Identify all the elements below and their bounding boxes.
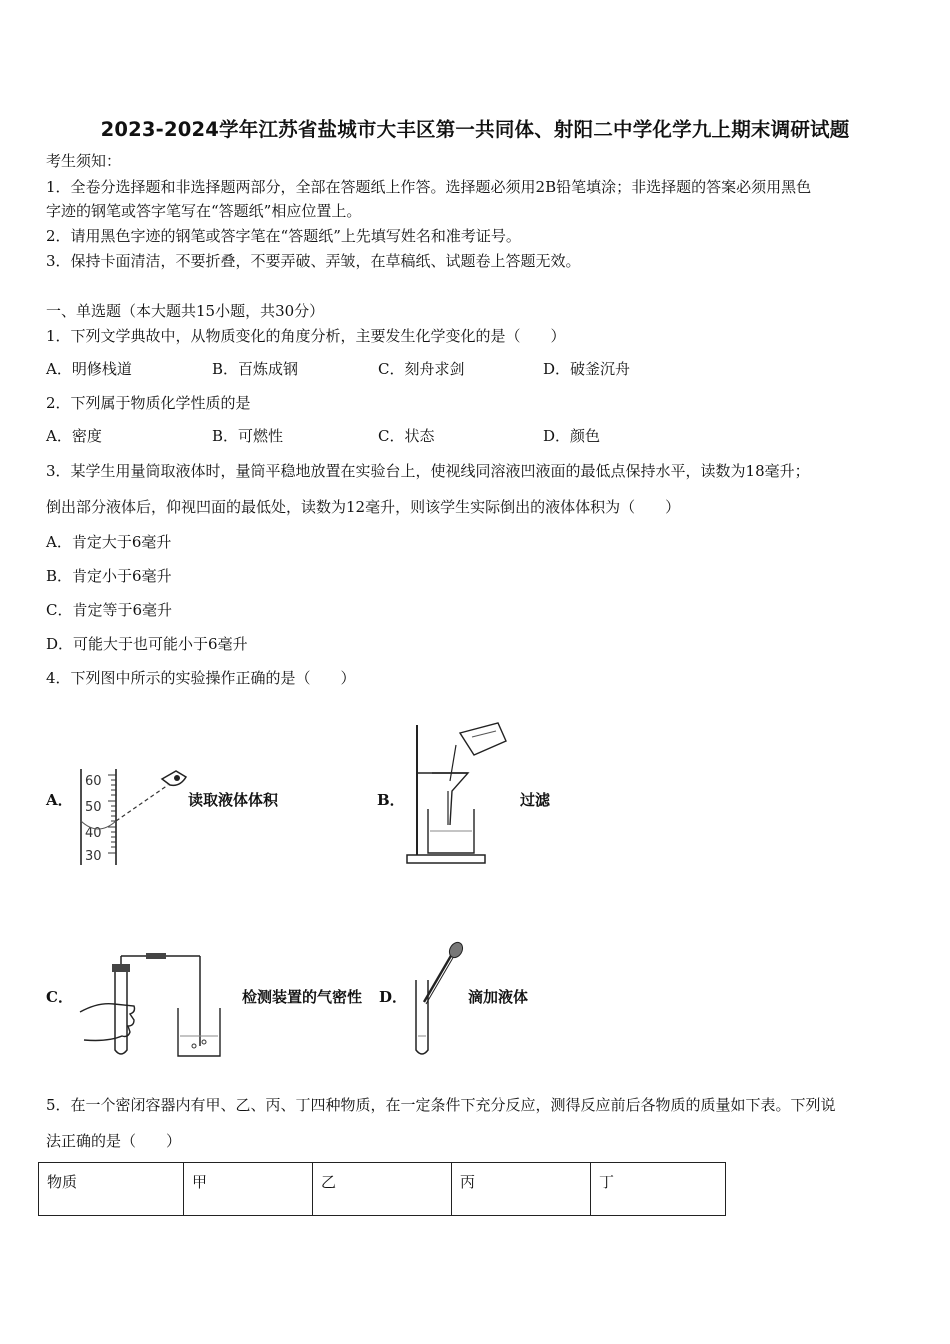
cylinder-tick-30: 30 bbox=[85, 849, 102, 864]
question-4-option-a-caption: 读取液体体积 bbox=[188, 791, 279, 809]
question-1-stem: 1．下列文学典故中，从物质变化的角度分析，主要发生化学变化的是（ ） bbox=[46, 327, 566, 345]
dropper-test-tube-diagram bbox=[402, 938, 472, 1063]
cylinder-tick-50: 50 bbox=[85, 800, 102, 815]
filtration-apparatus-diagram bbox=[400, 715, 520, 870]
question-5-stem-line-1: 5．在一个密闭容器内有甲、乙、丙、丁四种物质，在一定条件下充分反应，测得反应前后各物质的质量如下表。下列说 bbox=[46, 1096, 836, 1114]
notice-item-1-line-1: 1．全卷分选择题和非选择题两部分，全部在答题纸上作答。选择题必须用2B铅笔填涂；非选择题的答案必须用黑色 bbox=[46, 178, 812, 196]
table-header-cell: 甲 bbox=[184, 1163, 313, 1216]
cylinder-tick-40: 40 bbox=[85, 826, 102, 841]
table-header-cell: 丁 bbox=[591, 1163, 726, 1216]
question-1-option-b: B．百炼成钢 bbox=[212, 360, 299, 378]
question-3-option-a: A．肯定大于6毫升 bbox=[46, 533, 172, 551]
question-2-option-d: D．颜色 bbox=[543, 427, 601, 445]
question-2-stem: 2．下列属于物质化学性质的是 bbox=[46, 394, 251, 412]
question-3-option-c: C．肯定等于6毫升 bbox=[46, 601, 173, 619]
question-5-table bbox=[38, 1162, 726, 1216]
notice-item-1-line-2: 字迹的钢笔或答字笔写在“答题纸”相应位置上。 bbox=[46, 202, 362, 220]
cylinder-tick-60: 60 bbox=[85, 774, 102, 789]
question-3-stem-line-1: 3．某学生用量筒取液体时，量筒平稳地放置在实验台上，使视线同溶液凹液面的最低点保持水平，读数为18毫升； bbox=[46, 462, 810, 480]
dropper-icon bbox=[424, 940, 465, 1004]
question-4-option-b-label: B． bbox=[377, 791, 405, 809]
exam-title: 2023-2024学年江苏省盐城市大丰区第一共同体、射阳二中学化学九上期末调研试题 bbox=[100, 118, 850, 141]
question-2-option-a: A．密度 bbox=[46, 427, 102, 445]
question-5-stem-line-2: 法正确的是（ ） bbox=[46, 1132, 182, 1150]
table-header-cell: 物质 bbox=[39, 1163, 184, 1216]
question-1-option-a: A．明修栈道 bbox=[46, 360, 132, 378]
question-4-option-c-label: C． bbox=[46, 988, 73, 1006]
notice-item-3: 3．保持卡面清洁，不要折叠，不要弄破、弄皱，在草稿纸、试题卷上答题无效。 bbox=[46, 252, 581, 270]
question-1-option-c: C．刻舟求剑 bbox=[378, 360, 465, 378]
question-2-option-b: B．可燃性 bbox=[212, 427, 284, 445]
question-4-option-d-caption: 滴加液体 bbox=[468, 988, 529, 1006]
airtightness-check-diagram bbox=[78, 950, 238, 1062]
notice-item-2: 2．请用黑色字迹的钢笔或答字笔在“答题纸”上先填写姓名和准考证号。 bbox=[46, 227, 521, 245]
question-4-option-a-label: A． bbox=[46, 791, 73, 809]
table-header-row bbox=[39, 1163, 726, 1216]
notice-heading: 考生须知： bbox=[46, 152, 122, 170]
question-4-option-b-caption: 过滤 bbox=[520, 791, 551, 809]
graduated-cylinder-reading-diagram bbox=[76, 765, 196, 869]
table-header-cell: 乙 bbox=[313, 1163, 452, 1216]
question-1-option-d: D．破釜沉舟 bbox=[543, 360, 631, 378]
question-4-option-d-label: D． bbox=[379, 988, 408, 1006]
question-3-stem-line-2: 倒出部分液体后，仰视凹面的最低处，读数为12毫升，则该学生实际倒出的液体体积为（ ） bbox=[46, 498, 681, 516]
section-heading: 一、单选题（本大题共15小题，共30分） bbox=[46, 302, 325, 320]
question-4-stem: 4．下列图中所示的实验操作正确的是（ ） bbox=[46, 669, 356, 687]
question-2-option-c: C．状态 bbox=[378, 427, 435, 445]
table-header-cell: 丙 bbox=[452, 1163, 591, 1216]
eye-icon bbox=[162, 771, 186, 785]
question-4-option-c-caption: 检测装置的气密性 bbox=[242, 988, 363, 1006]
question-3-option-d: D．可能大于也可能小于6毫升 bbox=[46, 635, 248, 653]
question-3-option-b: B．肯定小于6毫升 bbox=[46, 567, 172, 585]
